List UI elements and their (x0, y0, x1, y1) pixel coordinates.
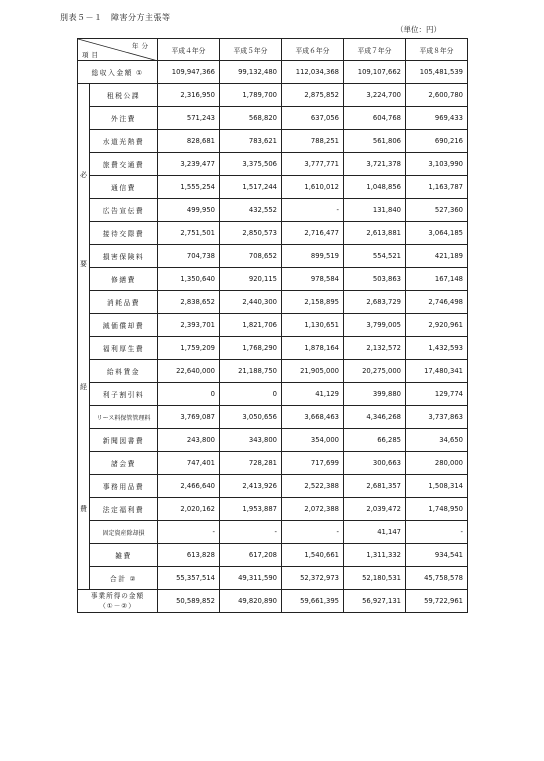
header-corner-top: 年分 (132, 42, 151, 50)
expense-value: 3,777,771 (282, 153, 344, 176)
expense-value: 3,103,990 (406, 153, 468, 176)
expense-value: - (282, 521, 344, 544)
expense-value: 3,050,656 (220, 406, 282, 429)
subtotal-value: 52,372,973 (282, 567, 344, 590)
expense-row (78, 475, 468, 498)
expense-value: 571,243 (158, 107, 220, 130)
expense-value: 1,540,661 (282, 544, 344, 567)
subtotal-value: 45,758,578 (406, 567, 468, 590)
profit-label-line1: 事業所得の金額 (90, 592, 145, 600)
expense-value: 934,541 (406, 544, 468, 567)
year-header: 平成４年分 (158, 39, 220, 61)
expense-label: 通信費 (90, 176, 158, 199)
expense-row (78, 452, 468, 475)
expense-category-cell (78, 84, 90, 590)
income-expense-table (77, 38, 468, 613)
expense-value: - (406, 521, 468, 544)
expense-category-char: 要 (80, 260, 87, 268)
expense-row (78, 107, 468, 130)
expense-value: 2,838,652 (158, 291, 220, 314)
year-header: 平成５年分 (220, 39, 282, 61)
year-header: 平成６年分 (282, 39, 344, 61)
expense-label: 水道光熱費 (90, 130, 158, 153)
expense-value: 41,129 (282, 383, 344, 406)
expense-value: 0 (158, 383, 220, 406)
expense-value: 3,224,700 (344, 84, 406, 107)
unit-note: （単位：円） (396, 25, 441, 34)
income-value: 109,947,366 (158, 61, 220, 84)
expense-row (78, 544, 468, 567)
subtotal-value: 49,311,590 (220, 567, 282, 590)
expense-value: 2,746,498 (406, 291, 468, 314)
year-header: 平成７年分 (344, 39, 406, 61)
expense-value: 1,555,254 (158, 176, 220, 199)
profit-row (78, 590, 468, 613)
header-corner-bottom: 項目 (82, 51, 101, 59)
expense-value: 2,039,472 (344, 498, 406, 521)
expense-label: 法定福利費 (90, 498, 158, 521)
expense-value: 2,072,388 (282, 498, 344, 521)
expense-value: 0 (220, 383, 282, 406)
expense-value: 34,650 (406, 429, 468, 452)
expense-row (78, 222, 468, 245)
profit-value: 59,722,961 (406, 590, 468, 613)
expense-value: 3,737,863 (406, 406, 468, 429)
income-value: 109,107,662 (344, 61, 406, 84)
expense-value: 1,878,164 (282, 337, 344, 360)
expense-value: 2,850,573 (220, 222, 282, 245)
expense-row (78, 291, 468, 314)
expense-value: 728,281 (220, 452, 282, 475)
expense-value: 1,130,651 (282, 314, 344, 337)
expense-value: 1,768,290 (220, 337, 282, 360)
expense-value: 568,820 (220, 107, 282, 130)
expense-value: 2,683,729 (344, 291, 406, 314)
expense-value: 399,880 (344, 383, 406, 406)
expense-label: 事務用品費 (90, 475, 158, 498)
expense-value: 1,432,593 (406, 337, 468, 360)
expense-value: 704,738 (158, 245, 220, 268)
profit-label-line2: （①－②） (99, 602, 136, 610)
subtotal-value: 52,180,531 (344, 567, 406, 590)
profit-value: 56,927,131 (344, 590, 406, 613)
expense-value: 3,239,477 (158, 153, 220, 176)
expense-row (78, 245, 468, 268)
expense-value: 20,275,000 (344, 360, 406, 383)
subtotal-value: 55,357,514 (158, 567, 220, 590)
expense-value: 4,346,268 (344, 406, 406, 429)
expense-value: 1,748,950 (406, 498, 468, 521)
expense-value: 920,115 (220, 268, 282, 291)
expense-value: 22,640,000 (158, 360, 220, 383)
expense-value: 421,189 (406, 245, 468, 268)
expense-value: 1,311,332 (344, 544, 406, 567)
expense-value: 1,789,700 (220, 84, 282, 107)
expense-value: 2,020,162 (158, 498, 220, 521)
expense-value: 2,751,501 (158, 222, 220, 245)
expense-value: 432,552 (220, 199, 282, 222)
expense-value: 503,863 (344, 268, 406, 291)
income-label: 総収入金額 (91, 69, 133, 77)
expense-value: 21,905,000 (282, 360, 344, 383)
expense-label: 広告宣伝費 (90, 199, 158, 222)
expense-row (78, 498, 468, 521)
expense-row (78, 429, 468, 452)
expense-row (78, 337, 468, 360)
expense-value: 690,216 (406, 130, 468, 153)
expense-value: 280,000 (406, 452, 468, 475)
expense-value: 617,208 (220, 544, 282, 567)
expense-value: 783,621 (220, 130, 282, 153)
year-header: 平成８年分 (406, 39, 468, 61)
expense-label: 損害保険料 (90, 245, 158, 268)
expense-value: 21,188,750 (220, 360, 282, 383)
profit-value: 59,661,395 (282, 590, 344, 613)
expense-value: 1,048,856 (344, 176, 406, 199)
expense-value: 243,800 (158, 429, 220, 452)
expense-value: 2,920,961 (406, 314, 468, 337)
income-value: 99,132,480 (220, 61, 282, 84)
expense-value: 2,875,852 (282, 84, 344, 107)
expense-label: 諸会費 (90, 452, 158, 475)
expense-value: 3,668,463 (282, 406, 344, 429)
expense-value: 17,480,341 (406, 360, 468, 383)
expense-value: 2,716,477 (282, 222, 344, 245)
expense-value: 708,652 (220, 245, 282, 268)
expense-value: 3,721,378 (344, 153, 406, 176)
expense-row (78, 268, 468, 291)
expense-row (78, 176, 468, 199)
expense-label: 雑費 (90, 544, 158, 567)
expense-label: 福利厚生費 (90, 337, 158, 360)
income-value: 105,481,539 (406, 61, 468, 84)
expense-row (78, 130, 468, 153)
expense-value: - (158, 521, 220, 544)
expense-value: 354,000 (282, 429, 344, 452)
expense-value: 1,350,640 (158, 268, 220, 291)
expense-value: 2,413,926 (220, 475, 282, 498)
expense-value: 637,056 (282, 107, 344, 130)
expense-value: 613,828 (158, 544, 220, 567)
subtotal-label-cell (90, 567, 158, 590)
expense-value: 167,148 (406, 268, 468, 291)
expense-value: 1,953,887 (220, 498, 282, 521)
document-title: 別表５－１ 障害分方主張等 (60, 13, 171, 22)
expense-row (78, 360, 468, 383)
expense-label: 接待交際費 (90, 222, 158, 245)
expense-row (78, 153, 468, 176)
expense-value: 3,375,506 (220, 153, 282, 176)
header-corner-cell (78, 39, 158, 61)
expense-value: 899,519 (282, 245, 344, 268)
expense-value: 554,521 (344, 245, 406, 268)
expense-value: 1,821,706 (220, 314, 282, 337)
expense-row (78, 383, 468, 406)
expense-row (78, 521, 468, 544)
expense-value: 969,433 (406, 107, 468, 130)
income-value: 112,034,368 (282, 61, 344, 84)
expense-value: 2,316,950 (158, 84, 220, 107)
expense-value: 41,147 (344, 521, 406, 544)
expense-value: 788,251 (282, 130, 344, 153)
profit-value: 49,820,890 (220, 590, 282, 613)
expense-value: 3,769,087 (158, 406, 220, 429)
expense-value: 1,508,314 (406, 475, 468, 498)
expense-value: 2,613,881 (344, 222, 406, 245)
expense-label: 消耗品費 (90, 291, 158, 314)
expense-value: 1,610,012 (282, 176, 344, 199)
subtotal-row (78, 567, 468, 590)
expense-value: 2,158,895 (282, 291, 344, 314)
income-row (78, 61, 468, 84)
expense-value: 747,401 (158, 452, 220, 475)
expense-label: 新聞図書費 (90, 429, 158, 452)
expense-value: 561,806 (344, 130, 406, 153)
expense-value: 2,522,388 (282, 475, 344, 498)
expense-value: 2,600,780 (406, 84, 468, 107)
expense-value: 3,064,185 (406, 222, 468, 245)
expense-value: 978,584 (282, 268, 344, 291)
expense-row (78, 406, 468, 429)
income-mark: ① (135, 69, 144, 77)
expense-label: 外注費 (90, 107, 158, 130)
subtotal-label: 合計 (109, 575, 127, 583)
expense-value: 66,285 (344, 429, 406, 452)
expense-value: - (282, 199, 344, 222)
expense-row (78, 314, 468, 337)
profit-value: 50,589,852 (158, 590, 220, 613)
expense-value: 2,132,572 (344, 337, 406, 360)
expense-label: リース料保管管理料 (90, 406, 158, 429)
expense-category-char: 必 (80, 171, 87, 179)
expense-value: 2,393,701 (158, 314, 220, 337)
expense-label: 旅費交通費 (90, 153, 158, 176)
expense-label: 減価償却費 (90, 314, 158, 337)
expense-value: 2,681,357 (344, 475, 406, 498)
expense-value: 1,517,244 (220, 176, 282, 199)
expense-value: - (220, 521, 282, 544)
expense-value: 2,440,300 (220, 291, 282, 314)
expense-value: 499,950 (158, 199, 220, 222)
expense-value: 2,466,640 (158, 475, 220, 498)
expense-value: 131,840 (344, 199, 406, 222)
expense-row (78, 84, 468, 107)
profit-label-cell (78, 590, 158, 613)
income-label-cell (78, 61, 158, 84)
subtotal-mark: ② (129, 575, 138, 583)
expense-value: 343,800 (220, 429, 282, 452)
expense-category-char: 経 (80, 383, 87, 391)
expense-value: 828,681 (158, 130, 220, 153)
expense-category-char: 費 (80, 505, 87, 513)
expense-value: 604,768 (344, 107, 406, 130)
expense-value: 527,360 (406, 199, 468, 222)
expense-value: 129,774 (406, 383, 468, 406)
expense-value: 1,759,209 (158, 337, 220, 360)
expense-value: 3,799,005 (344, 314, 406, 337)
expense-label: 給料賃金 (90, 360, 158, 383)
expense-value: 717,699 (282, 452, 344, 475)
expense-label: 利子割引料 (90, 383, 158, 406)
expense-label: 修繕費 (90, 268, 158, 291)
expense-value: 300,663 (344, 452, 406, 475)
expense-value: 1,163,787 (406, 176, 468, 199)
expense-label: 租税公課 (90, 84, 158, 107)
expense-row (78, 199, 468, 222)
header-row (78, 39, 468, 61)
expense-label: 固定資産除却損 (90, 521, 158, 544)
